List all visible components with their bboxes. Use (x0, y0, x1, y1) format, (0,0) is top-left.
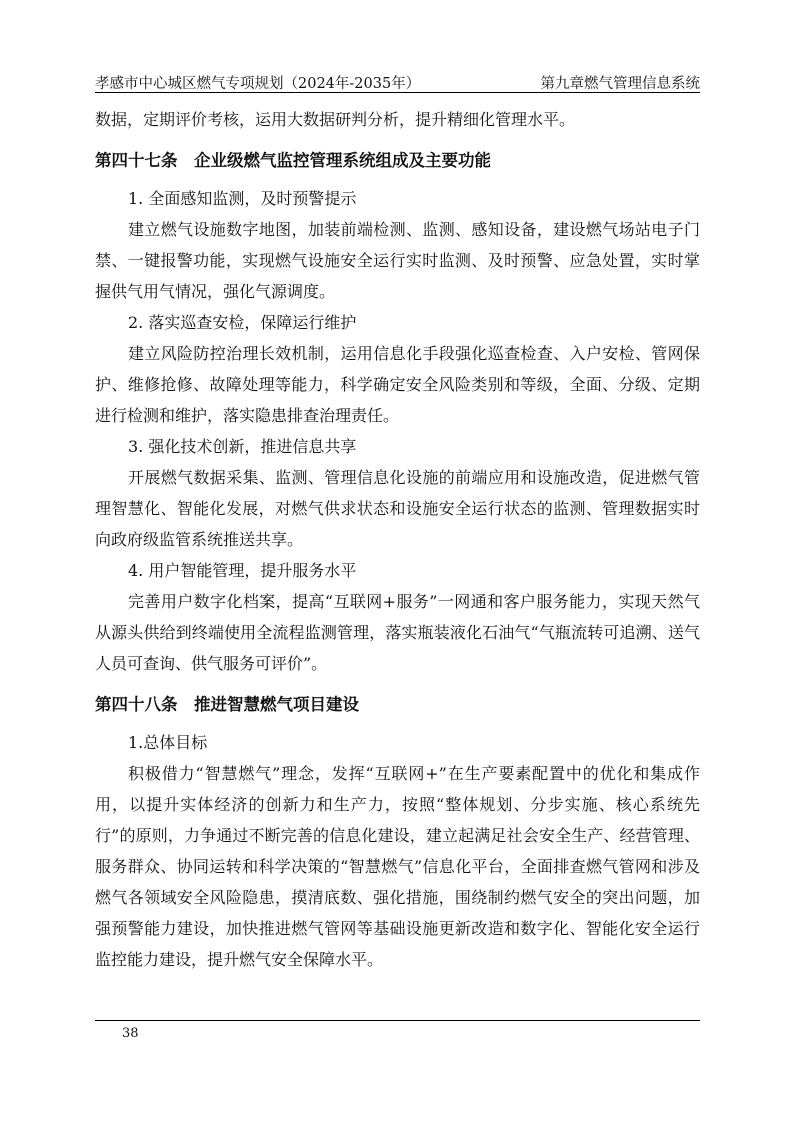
page-header (95, 70, 700, 93)
page-body (95, 104, 700, 975)
article-47-heading: 第四十七条 企业级燃气监控管理系统组成及主要功能 (95, 151, 491, 170)
article-48-section-1-text: 积极借力“智慧燃气”理念，发挥“互联网+”在生产要素配置中的优化和集成作用，以提升实体经济的创新力和生产力，按照“整体规划、分步实施、核心系统先行”的原则，力争通过不断完善的信息化建设，建立起满足社会安全生产、经营管理、服务群众、协同运转和科学决策的“智慧燃气”信息化平台，全面排查燃气管网和涉及燃气各领域安全风险隐患，摸清底数、强化措施，围绕制约燃气安全的突出问题，加强预警能力建设，加快推进燃气管网等基础设施更新改造和数字化、智能化安全运行监控能力建设，提升燃气安全保障水平。 (95, 764, 700, 969)
article-47-section-2-title: 2. 落实巡查安检，保障运行维护 (128, 313, 357, 332)
article-48-heading: 第四十八条 推进智慧燃气项目建设 (95, 695, 359, 714)
article-47-section-2-text: 建立风险防控治理长效机制，运用信息化手段强化巡查检查、入户安检、管网保护、维修抢修、故障处理等能力，科学确定安全风险类别和等级，全面、分级、定期进行检测和维护，落实隐患排查治理责任。 (95, 344, 700, 425)
footer-divider (95, 1020, 700, 1021)
article-47-section-1-text: 建立燃气设施数字地图，加装前端检测、监测、感知设备，建设燃气场站电子门禁、一键报警功能，实现燃气设施安全运行实时监测、及时预警、应急处置，实时掌握供气用气情况，强化气源调度。 (95, 220, 700, 301)
article-47-section-3-title: 3. 强化技术创新，推进信息共享 (128, 437, 357, 456)
article-47-section-4-text: 完善用户数字化档案，提高“互联网+服务”一网通和客户服务能力，实现天然气从源头供给到终端使用全流程监测管理，落实瓶装液化石油气“气瓶流转可追溯、送气人员可查询、供气服务可评价”。 (95, 592, 700, 673)
article-48-section-1-title: 1.总体目标 (128, 733, 208, 752)
article-47-section-3-text: 开展燃气数据采集、监测、管理信息化设施的前端应用和设施改造，促进燃气管理智慧化、智能化发展，对燃气供求状态和设施安全运行状态的监测、管理数据实时向政府级监管系统推送共享。 (95, 468, 700, 549)
article-47-section-4-title: 4. 用户智能管理，提升服务水平 (128, 561, 357, 580)
intro-paragraph: 数据，定期评价考核，运用大数据研判分析，提升精细化管理水平。 (95, 110, 576, 129)
header-document-title: 孝感市中心城区燃气专项规划（2024年-2035年） (95, 76, 421, 92)
article-47-section-1-title: 1. 全面感知监测，及时预警提示 (128, 189, 357, 208)
header-chapter-title: 第九章燃气管理信息系统 (540, 76, 700, 92)
page-number: 38 (122, 1026, 139, 1041)
